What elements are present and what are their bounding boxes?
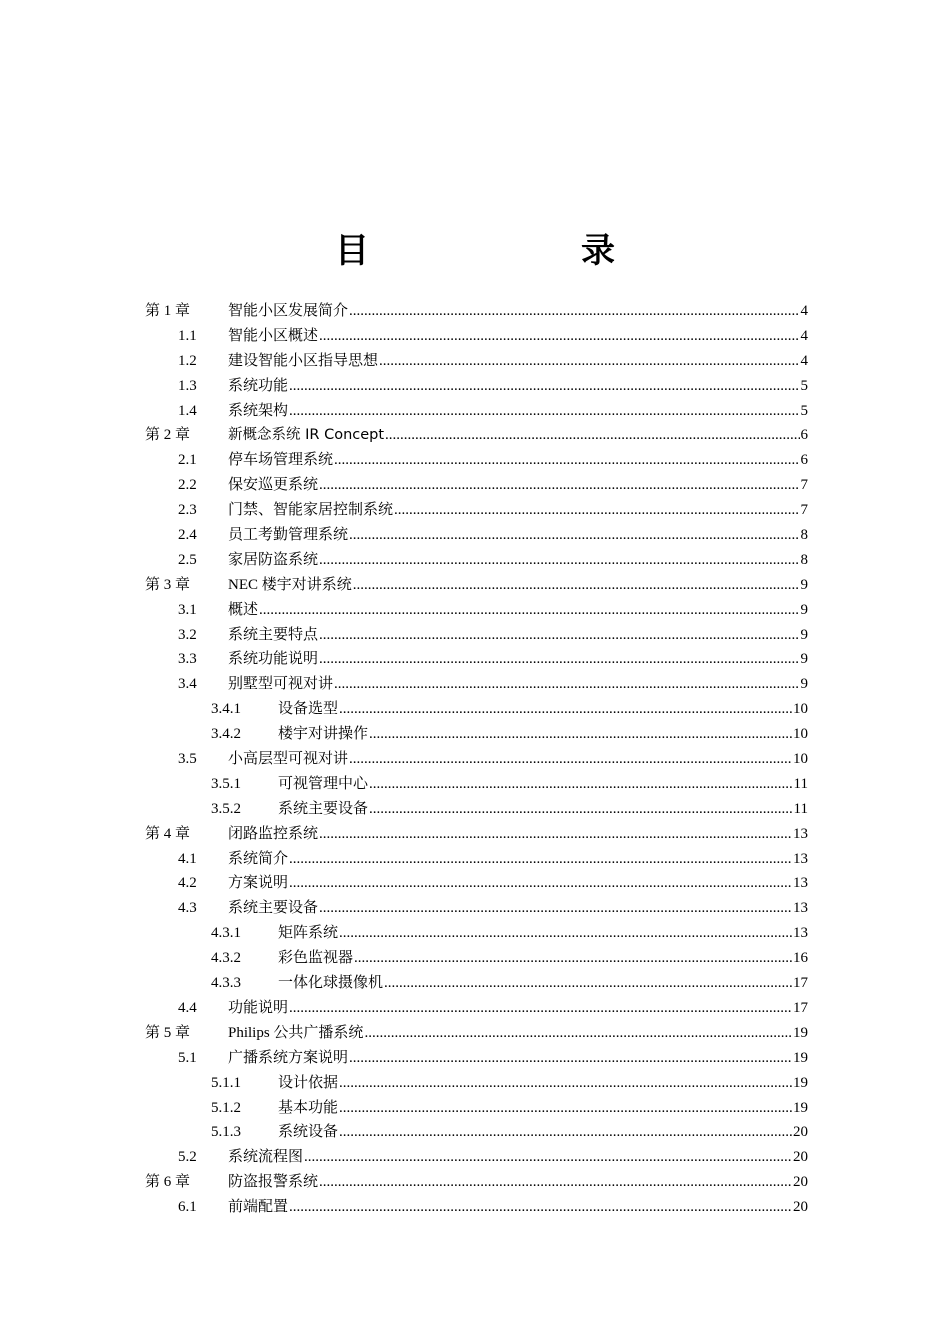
toc-entry-number: 1.2 — [178, 352, 197, 369]
toc-entry-number: 3.4.1 — [211, 701, 241, 718]
toc-entry-page: 9 — [800, 576, 808, 593]
dot-leader — [349, 747, 792, 772]
toc-entry[interactable] — [145, 772, 808, 797]
toc-entry-title: 楼宇对讲操作 — [278, 726, 369, 743]
toc-entry-page: 19 — [793, 1049, 808, 1066]
toc-entry[interactable] — [145, 722, 808, 747]
toc-entry-page: 9 — [800, 626, 808, 643]
dot-leader — [339, 697, 792, 722]
toc-entry-page: 10 — [793, 751, 808, 768]
toc-entry[interactable] — [145, 573, 808, 598]
toc-entry[interactable] — [145, 747, 808, 772]
toc-entry-number: 4.3.1 — [211, 925, 241, 942]
dot-leader — [385, 423, 799, 448]
toc-entry[interactable] — [145, 896, 808, 921]
dot-leader — [289, 871, 792, 896]
toc-entry-page: 13 — [793, 875, 808, 892]
toc-entry-number: 5.2 — [178, 1149, 197, 1166]
toc-entry[interactable] — [145, 523, 808, 548]
toc-entry-title: 系统主要设备 — [228, 900, 319, 917]
toc-entry[interactable] — [145, 971, 808, 996]
toc-entry-page: 6 — [800, 452, 808, 469]
dot-leader — [289, 847, 792, 872]
toc-entry[interactable] — [145, 871, 808, 896]
toc-entry-title: 设备选型 — [278, 701, 339, 718]
toc-entry-number: 1.4 — [178, 402, 197, 419]
toc-entry-number: 第 2 章 — [145, 427, 191, 444]
toc-entry-title: 停车场管理系统 — [228, 452, 334, 469]
toc-entry[interactable] — [145, 672, 808, 697]
toc-entry[interactable] — [145, 697, 808, 722]
toc-entry-page: 4 — [800, 303, 808, 319]
dot-leader — [369, 797, 793, 822]
toc-entry-number: 第 5 章 — [145, 1024, 191, 1041]
dot-leader — [379, 349, 799, 374]
toc-entry-page: 13 — [793, 850, 808, 867]
toc-entry-title: 系统功能 — [228, 377, 289, 394]
toc-entry-page: 17 — [793, 999, 808, 1016]
toc-entry[interactable] — [145, 921, 808, 946]
toc-entry-number: 第 4 章 — [145, 825, 191, 842]
dot-leader — [339, 1120, 792, 1145]
toc-entry-page: 13 — [793, 925, 808, 942]
toc-entry-number: 第 1 章 — [145, 303, 191, 319]
toc-entry-page: 11 — [793, 800, 808, 817]
toc-entry-page: 10 — [793, 701, 808, 718]
dot-leader — [304, 1145, 792, 1170]
dot-leader — [384, 971, 792, 996]
dot-leader — [354, 946, 792, 971]
dot-leader — [289, 374, 799, 399]
toc-entry[interactable] — [145, 797, 808, 822]
toc-entry-title: 系统功能说明 — [228, 651, 319, 668]
toc-entry-page: 20 — [793, 1174, 808, 1191]
toc-entry-title: 系统主要特点 — [228, 626, 319, 643]
toc-entry-page: 4 — [800, 352, 808, 369]
dot-leader — [364, 1021, 792, 1046]
dot-leader — [319, 822, 792, 847]
toc-entry-number: 3.5.1 — [211, 775, 241, 792]
page-title: 目 录 — [335, 231, 663, 271]
toc-entry[interactable] — [145, 623, 808, 648]
toc-entry-page: 10 — [793, 726, 808, 743]
toc-entry[interactable] — [145, 448, 808, 473]
toc-entry-page: 7 — [800, 502, 808, 519]
toc-entry-number: 3.2 — [178, 626, 197, 643]
toc-entry-number: 4.1 — [178, 850, 197, 867]
toc-entry-page: 19 — [793, 1074, 808, 1091]
toc-entry-page: 17 — [793, 975, 808, 992]
toc-entry-title: 系统架构 — [228, 402, 289, 419]
toc-entry-number: 4.2 — [178, 875, 197, 892]
dot-leader — [289, 399, 799, 424]
toc-entry-title: Philips 公共广播系统 — [228, 1024, 364, 1041]
dot-leader — [319, 1170, 792, 1195]
toc-entry[interactable] — [145, 473, 808, 498]
dot-leader — [369, 772, 793, 797]
toc-entry[interactable] — [145, 1170, 808, 1195]
toc-entry-title: 功能说明 — [228, 999, 289, 1016]
toc-entry[interactable] — [145, 1046, 808, 1071]
toc-entry-number: 2.4 — [178, 527, 197, 544]
toc-entry-title: 方案说明 — [228, 875, 289, 892]
toc-entry-title: 设计依据 — [278, 1074, 339, 1091]
toc-entry-page: 8 — [800, 527, 808, 544]
toc-entry-title: 前端配置 — [228, 1199, 289, 1216]
toc-entry-page: 6 — [800, 427, 808, 444]
toc-entry-page: 8 — [800, 551, 808, 568]
toc-entry-page: 19 — [793, 1099, 808, 1116]
toc-entry-title: 员工考勤管理系统 — [228, 527, 349, 544]
toc-entry[interactable] — [145, 996, 808, 1021]
toc-entry-title: 防盗报警系统 — [228, 1174, 319, 1191]
toc-entry-title: 彩色监视器 — [278, 950, 354, 967]
dot-leader — [353, 573, 800, 598]
toc-entry[interactable] — [145, 324, 808, 349]
toc-entry[interactable] — [145, 822, 808, 847]
toc-entry[interactable] — [145, 299, 808, 324]
toc-entry-number: 4.3.3 — [211, 975, 241, 992]
toc-entry-number: 4.3.2 — [211, 950, 241, 967]
toc-entry-title: 系统简介 — [228, 850, 289, 867]
toc-entry-number: 2.1 — [178, 452, 197, 469]
toc-entry[interactable] — [145, 1096, 808, 1121]
toc-entry-title: 基本功能 — [278, 1099, 339, 1116]
toc-entry-number: 2.5 — [178, 551, 197, 568]
toc-entry[interactable] — [145, 1145, 808, 1170]
toc-entry-page: 9 — [800, 651, 808, 668]
toc-entry-page: 5 — [800, 402, 808, 419]
dot-leader — [369, 722, 792, 747]
dot-leader — [339, 1071, 792, 1096]
toc-entry-number: 3.4 — [178, 676, 197, 693]
toc-entry-page: 13 — [793, 900, 808, 917]
toc-entry-page: 7 — [800, 477, 808, 494]
toc-entry-number: 2.2 — [178, 477, 197, 494]
dot-leader — [319, 548, 799, 573]
table-of-contents — [145, 299, 808, 1220]
toc-entry[interactable] — [145, 374, 808, 399]
toc-entry[interactable] — [145, 349, 808, 374]
toc-entry-number: 5.1.2 — [211, 1099, 241, 1116]
toc-entry[interactable] — [145, 946, 808, 971]
toc-entry-page: 19 — [793, 1024, 808, 1041]
toc-entry-title: 概述 — [228, 601, 259, 618]
dot-leader — [334, 672, 799, 697]
toc-entry-number: 5.1.1 — [211, 1074, 241, 1091]
dot-leader — [319, 324, 799, 349]
toc-entry-page: 5 — [800, 377, 808, 394]
toc-entry-number: 3.3 — [178, 651, 197, 668]
toc-entry[interactable] — [145, 498, 808, 523]
toc-entry-title: 矩阵系统 — [278, 925, 339, 942]
toc-entry-page: 20 — [793, 1199, 808, 1216]
toc-entry-number: 1.3 — [178, 377, 197, 394]
dot-leader — [394, 498, 799, 523]
toc-entry-page: 20 — [793, 1124, 808, 1141]
toc-entry-number: 2.3 — [178, 502, 197, 519]
toc-entry-page: 13 — [793, 825, 808, 842]
toc-entry-number: 3.1 — [178, 601, 197, 618]
toc-entry-title: 广播系统方案说明 — [228, 1049, 349, 1066]
toc-entry-page: 20 — [793, 1149, 808, 1166]
toc-entry[interactable] — [145, 423, 808, 448]
toc-entry-title: 系统设备 — [278, 1124, 339, 1141]
toc-entry-number: 4.4 — [178, 999, 197, 1016]
toc-entry-title: 可视管理中心 — [278, 775, 369, 792]
toc-entry-title: 保安巡更系统 — [228, 477, 319, 494]
dot-leader — [339, 1096, 792, 1121]
toc-entry-title: 智能小区发展简介 — [228, 303, 349, 319]
toc-entry-number: 第 3 章 — [145, 576, 191, 593]
toc-entry-number: 3.5.2 — [211, 800, 241, 817]
toc-entry-number: 3.4.2 — [211, 726, 241, 743]
toc-entry-number: 6.1 — [178, 1199, 197, 1216]
toc-entry-number: 3.5 — [178, 751, 197, 768]
toc-entry-title: 别墅型可视对讲 — [228, 676, 334, 693]
dot-leader — [259, 598, 799, 623]
dot-leader — [349, 1046, 792, 1071]
toc-entry-title: 小高层型可视对讲 — [228, 751, 349, 768]
toc-entry[interactable] — [145, 1021, 808, 1046]
dot-leader — [339, 921, 792, 946]
toc-entry[interactable] — [145, 399, 808, 424]
dot-leader — [349, 523, 799, 548]
toc-entry-page: 9 — [800, 676, 808, 693]
toc-entry-page: 16 — [793, 950, 808, 967]
toc-entry-number: 1.1 — [178, 327, 197, 344]
dot-leader — [289, 1195, 792, 1220]
toc-entry-title: 门禁、智能家居控制系统 — [228, 502, 394, 519]
toc-entry-number: 4.3 — [178, 900, 197, 917]
toc-entry-title: 家居防盗系统 — [228, 551, 319, 568]
toc-entry-title: NEC 楼宇对讲系统 — [228, 576, 352, 593]
toc-entry-title: 一体化球摄像机 — [278, 975, 384, 992]
toc-entry-page: 9 — [800, 601, 808, 618]
dot-leader — [319, 896, 792, 921]
dot-leader — [319, 473, 799, 498]
toc-entry-title: 闭路监控系统 — [228, 825, 319, 842]
toc-entry[interactable] — [145, 1071, 808, 1096]
toc-entry-title: 新概念系统 IR Concept — [228, 427, 385, 444]
toc-entry[interactable] — [145, 598, 808, 623]
toc-entry[interactable] — [145, 647, 808, 672]
dot-leader — [319, 647, 799, 672]
toc-entry[interactable] — [145, 548, 808, 573]
toc-entry-page: 4 — [800, 327, 808, 344]
toc-entry[interactable] — [145, 1120, 808, 1145]
toc-entry-title: 智能小区概述 — [228, 327, 319, 344]
dot-leader — [289, 996, 792, 1021]
dot-leader — [319, 623, 799, 648]
dot-leader — [334, 448, 799, 473]
toc-entry-number: 5.1.3 — [211, 1124, 241, 1141]
toc-entry[interactable] — [145, 847, 808, 872]
toc-entry[interactable] — [145, 1195, 808, 1220]
toc-entry-number: 5.1 — [178, 1049, 197, 1066]
toc-entry-page: 11 — [793, 775, 808, 792]
toc-entry-title: 建设智能小区指导思想 — [228, 352, 379, 369]
toc-entry-number: 第 6 章 — [145, 1174, 191, 1191]
toc-entry-title: 系统流程图 — [228, 1149, 304, 1166]
toc-entry-title: 系统主要设备 — [278, 800, 369, 817]
dot-leader — [349, 299, 799, 324]
